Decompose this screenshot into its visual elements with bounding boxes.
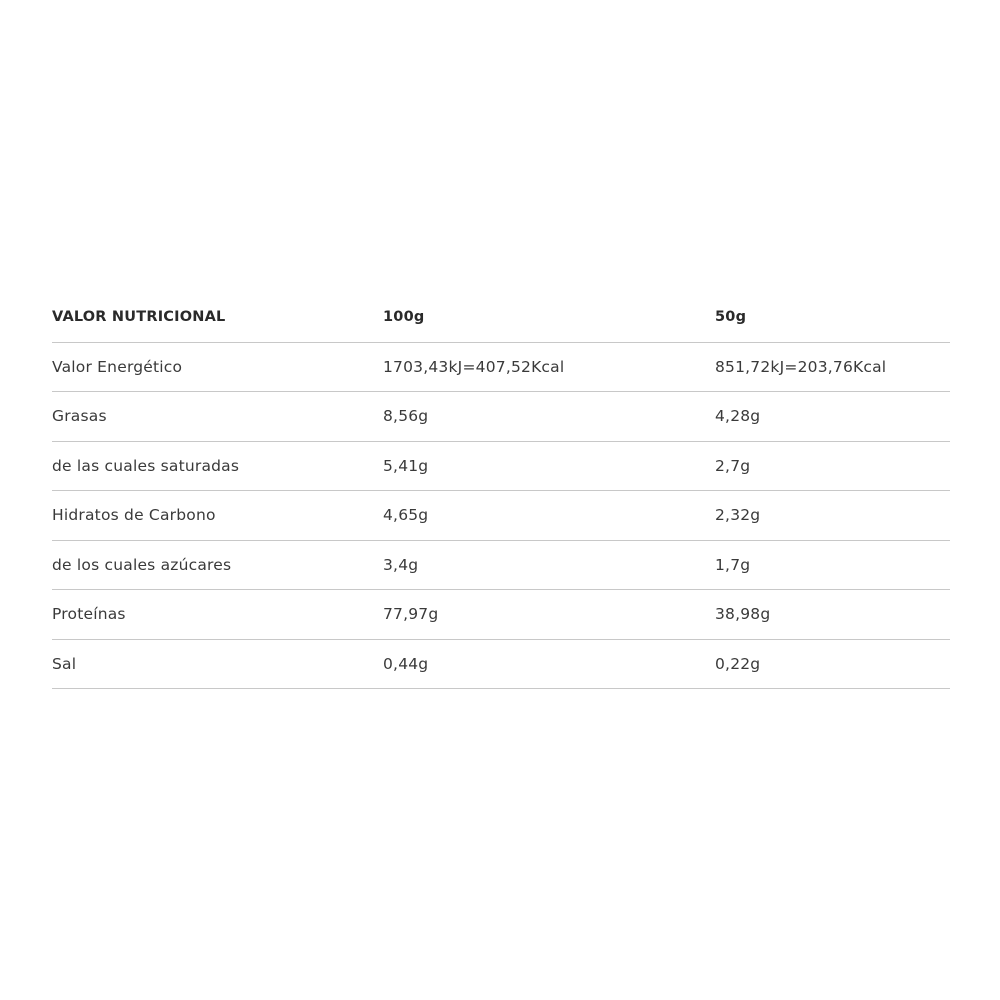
table-row	[52, 343, 950, 393]
value-per-50g: 2,7g	[715, 456, 751, 475]
nutrient-name: Valor Energético	[52, 357, 183, 376]
value-per-100g: 1703,43kJ=407,52Kcal	[383, 357, 565, 376]
nutrient-name: Proteínas	[52, 605, 126, 624]
nutrient-name: Grasas	[52, 407, 107, 426]
table-row	[52, 541, 950, 591]
value-per-100g: 3,4g	[383, 555, 419, 574]
value-per-100g: 0,44g	[383, 654, 429, 673]
table-row	[52, 442, 950, 492]
table-row	[52, 640, 950, 690]
header-nutrient: VALOR NUTRICIONAL	[52, 309, 226, 326]
value-per-50g: 38,98g	[715, 605, 771, 624]
value-per-50g: 0,22g	[715, 654, 761, 673]
value-per-50g: 851,72kJ=203,76Kcal	[715, 357, 887, 376]
value-per-100g: 5,41g	[383, 456, 429, 475]
nutrient-name: de los cuales azúcares	[52, 555, 232, 574]
nutrient-name: de las cuales saturadas	[52, 456, 240, 475]
value-per-50g: 1,7g	[715, 555, 751, 574]
header-per-100g: 100g	[383, 309, 425, 326]
value-per-100g: 4,65g	[383, 506, 429, 525]
nutrient-name: Sal	[52, 654, 77, 673]
table-header-row	[52, 293, 950, 343]
table-row	[52, 491, 950, 541]
header-per-50g: 50g	[715, 309, 747, 326]
table-row	[52, 590, 950, 640]
nutrition-table	[52, 293, 950, 689]
value-per-50g: 4,28g	[715, 407, 761, 426]
table-row	[52, 392, 950, 442]
value-per-100g: 8,56g	[383, 407, 429, 426]
value-per-100g: 77,97g	[383, 605, 439, 624]
nutrient-name: Hidratos de Carbono	[52, 506, 216, 525]
value-per-50g: 2,32g	[715, 506, 761, 525]
